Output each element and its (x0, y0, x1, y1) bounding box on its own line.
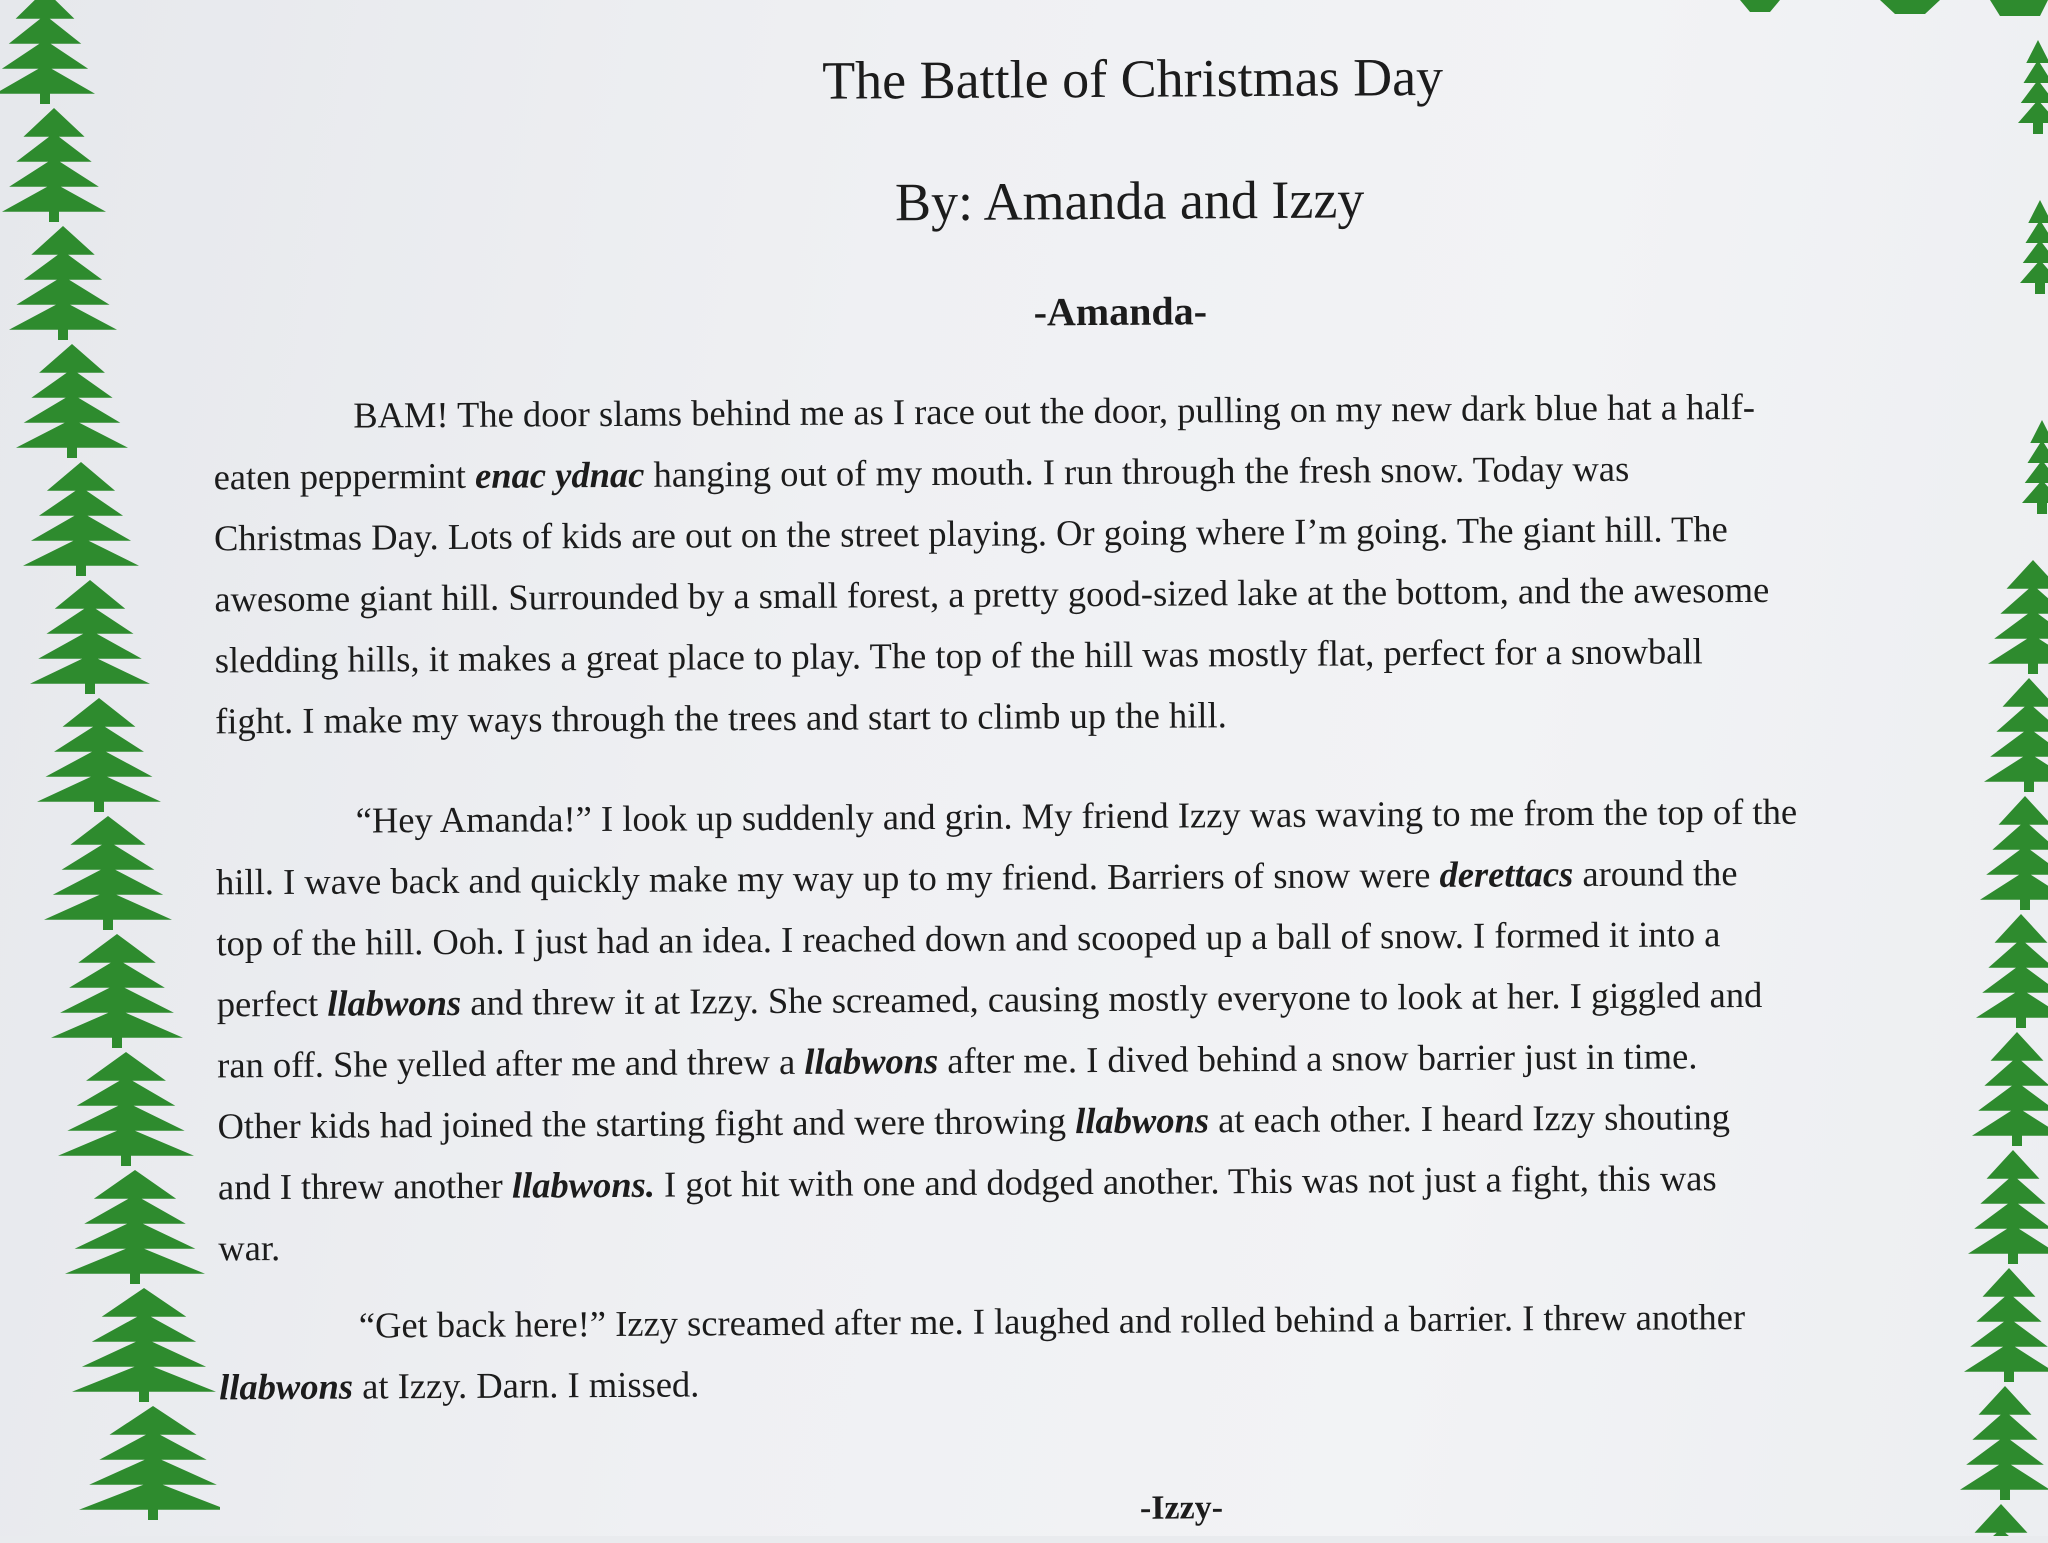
document-byline: By: Amanda and Izzy (894, 169, 1365, 233)
text-line: awesome giant hill. Surrounded by a small forest, a pretty good-sized lake at the bottom, and the awesome (214, 568, 1770, 620)
paragraph-2 (216, 780, 1969, 1279)
text-line: war. (218, 1227, 281, 1269)
backwards-word: enac ydnac (474, 453, 645, 496)
paragraph-1 (213, 375, 1965, 752)
text-line: BAM! The door slams behind me as I race out the door, pulling on my new dark blue hat a half- (353, 385, 1756, 436)
section-heading-amanda: -Amanda- (1033, 288, 1208, 335)
text-line: perfect llabwons and threw it at Izzy. She screamed, causing mostly everyone to look at her. I giggled and (216, 973, 1763, 1025)
paragraph-3 (219, 1285, 1970, 1418)
backwards-word: llabwons. (511, 1163, 656, 1206)
text-line: Christmas Day. Lots of kids are out on the street playing. Or going where I’m going. The giant hill. The (213, 508, 1728, 559)
backwards-word: llabwons (1075, 1099, 1210, 1142)
text-line: eaten peppermint enac ydnac hanging out of my mouth. I run through the fresh snow. Today was (213, 447, 1630, 498)
document-title: The Battle of Christmas Day (822, 46, 1444, 111)
text-line: “Hey Amanda!” I look up suddenly and grin. My friend Izzy was waving to me from the top of the (355, 790, 1798, 841)
backwards-word: llabwons (327, 981, 462, 1024)
backwards-word: llabwons (219, 1365, 354, 1408)
text-line: Other kids had joined the starting fight and were throwing llabwons at each other. I heard Izzy shouting (217, 1096, 1731, 1147)
text-line: “Get back here!” Izzy screamed after me. I laughed and rolled behind a barrier. I threw another (358, 1296, 1746, 1346)
text-line: sledding hills, it makes a great place to play. The top of the hill was mostly flat, perfect for a snowball (214, 630, 1703, 681)
backwards-word: derettacs (1439, 853, 1574, 895)
text-line: fight. I make my ways through the trees and start to climb up the hill. (214, 694, 1227, 742)
text-line: hill. I wave back and quickly make my way up to my friend. Barriers of snow were derettacs around the (215, 852, 1738, 903)
text-line: and I threw another llabwons. I got hit with one and dodged another. This was not just a fight, this was (217, 1157, 1717, 1208)
text-line: llabwons at Izzy. Darn. I missed. (219, 1363, 700, 1408)
text-line: ran off. She yelled after me and threw a llabwons after me. I dived behind a snow barrier just in time. (217, 1035, 1698, 1086)
section-heading-izzy: -Izzy- (1139, 1489, 1224, 1527)
backwards-word: llabwons (804, 1039, 939, 1082)
text-line: top of the hill. Ooh. I just had an idea. I reached down and scooped up a ball of snow. I formed it into a (216, 913, 1721, 964)
